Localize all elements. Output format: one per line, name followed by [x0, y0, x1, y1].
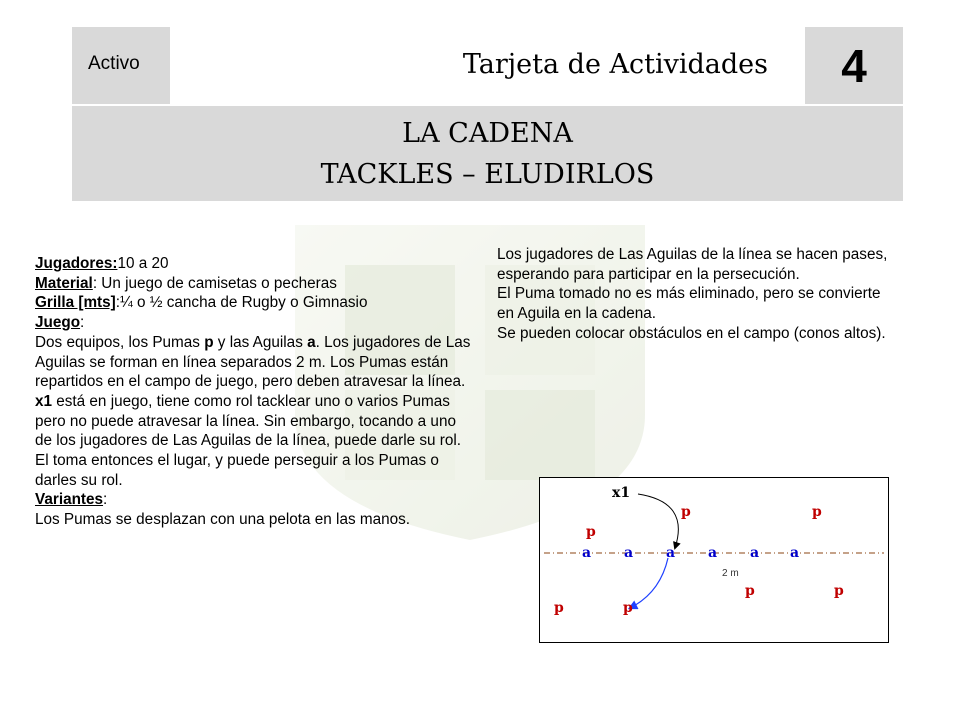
field-diagram-svg [540, 478, 888, 642]
players-label: Jugadores: [35, 255, 118, 272]
material-value: : Un juego de camisetas o pecheras [92, 274, 337, 292]
game-x1: x1 [35, 392, 53, 410]
activity-notes [497, 245, 897, 344]
puma-1: p [681, 504, 691, 520]
material-label: Material [35, 274, 93, 292]
notes-paragraph-2: El Puma tomado no es más eliminado, pero se convierte en Aguila en la cadena. [497, 285, 881, 323]
game-intro: Dos equipos, los Pumas [35, 333, 205, 351]
puma-5: p [834, 583, 844, 599]
game-mid: y las Aguilas [213, 333, 308, 351]
aguila-chase-arrow [630, 558, 668, 608]
spacing-label: 2 m [722, 568, 739, 579]
variants-heading: Variantes: [35, 491, 108, 509]
game-heading: Juego: [35, 314, 85, 332]
variants-text: Los Pumas se desplazan con una pelota en las manos. [35, 511, 411, 529]
aguila-6: a [790, 545, 800, 561]
activity-title: LA CADENA [402, 118, 573, 149]
notes-paragraph-1: Los jugadores de Las Aguilas de la línea se hacen pases, esperando para participar en la persecución. [497, 246, 888, 283]
game-puma-letter: p [204, 333, 214, 351]
players-line [35, 254, 475, 274]
game-aguila-letter: a [307, 333, 316, 351]
notes-paragraph-3: Se pueden colocar obstáculos en el campo (conos altos). [497, 324, 886, 342]
puma-3: p [586, 524, 596, 540]
aguila-1: a [582, 545, 592, 561]
card-title-box [170, 27, 805, 104]
players-value: 10 a 20 [117, 255, 169, 272]
chaser-x1: x1 [612, 485, 631, 501]
aguila-2: a [624, 545, 634, 561]
status-box [72, 27, 170, 104]
variants-label: Variantes [35, 491, 104, 509]
activity-details [35, 254, 475, 530]
puma-6: p [554, 600, 564, 616]
aguila-4: a [708, 545, 718, 561]
puma-2: p [812, 504, 822, 520]
status-label: Activo [88, 53, 140, 74]
puma-7: p [623, 600, 633, 616]
aguila-3: a [666, 545, 676, 561]
game-description [35, 333, 475, 491]
card-title: Tarjeta de Actividades [462, 49, 768, 80]
grid-label: Grilla [mts] [35, 294, 116, 312]
card-number: 4 [841, 40, 867, 92]
aguila-5: a [750, 545, 760, 561]
material-line [35, 274, 475, 294]
game-label: Juego [35, 314, 81, 332]
puma-4: p [745, 583, 755, 599]
activity-title-band [72, 106, 903, 201]
activity-subtitle: TACKLES – ELUDIRLOS [320, 159, 655, 190]
grid-value: :¼ o ½ cancha de Rugby o Gimnasio [115, 294, 368, 312]
game-text-2: está en juego, tiene como rol tacklear uno o varios Pumas pero no puede atravesar la línea. Sin embargo, tocando a uno de los jugadores de Las Aguilas de la línea, puede darle su rol. El toma entonces el lugar, y puede perseguir a los Pumas o darles su rol. [35, 392, 462, 489]
game-text-1: . Los jugadores de Las Aguilas se forman en línea separados 2 m. Los Pumas están repartidos en el campo de juego, pero deben atravesar la línea. [35, 333, 471, 391]
card-number-box [805, 27, 903, 104]
grid-line [35, 293, 475, 313]
field-diagram [539, 477, 889, 643]
chaser-arrow [638, 494, 678, 548]
